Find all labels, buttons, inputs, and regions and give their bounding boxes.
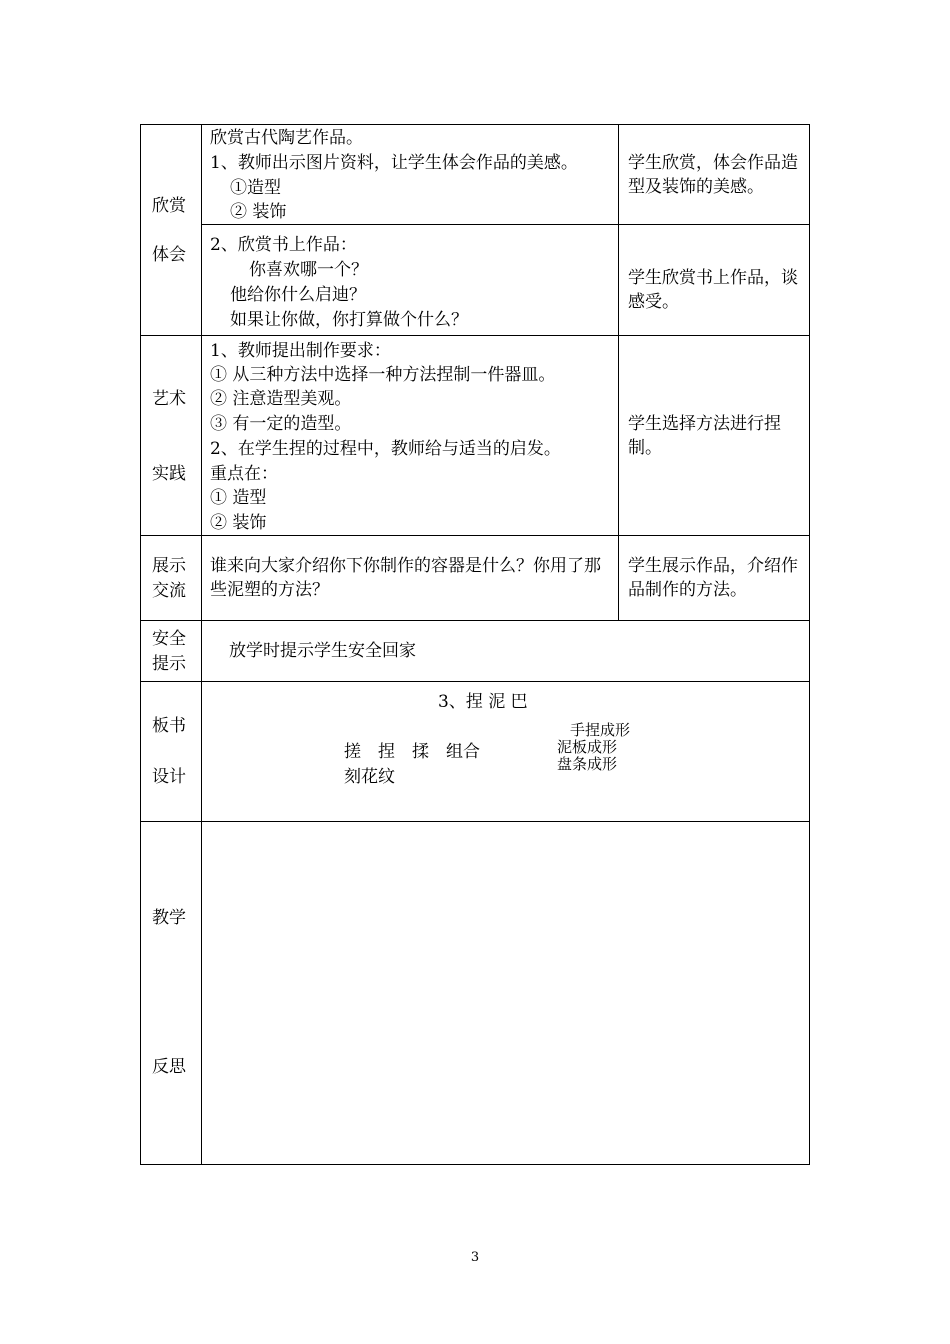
practice-line-1: 1、教师提出制作要求： bbox=[210, 341, 391, 361]
appreciate-line-3: ①造型 bbox=[230, 178, 281, 198]
appreciate-student-2: 学生欣赏书上作品，谈感受。 bbox=[628, 268, 798, 312]
lesson-plan-table bbox=[140, 124, 810, 1165]
practice-line-5: 2、在学生捏的过程中，教师给与适当的启发。 bbox=[210, 439, 561, 459]
table-border-left bbox=[140, 124, 141, 1165]
practice-line-4: ③ 有一定的造型。 bbox=[210, 414, 352, 434]
show-text: 谁来向大家介绍你下你制作的容器是什么？你用了那些泥塑的方法？ bbox=[210, 556, 601, 600]
board-pattern: 刻花纹 bbox=[344, 767, 395, 787]
section-label-practice-2: 实践 bbox=[152, 464, 186, 484]
board-form-2: 泥板成形 bbox=[557, 738, 618, 756]
board-methods: 搓 捏 揉 组合 bbox=[344, 742, 480, 762]
table-border-bottom bbox=[140, 1164, 810, 1165]
appreciate-line-4: ② 装饰 bbox=[230, 202, 287, 222]
section-label-safety-1: 安全 bbox=[152, 629, 186, 649]
show-student: 学生展示作品，介绍作品制作的方法。 bbox=[628, 556, 798, 600]
appreciate-line-2: 1、教师出示图片资料，让学生体会作品的美感。 bbox=[210, 153, 578, 173]
page-number: 3 bbox=[470, 1250, 480, 1265]
table-border-top bbox=[140, 124, 810, 125]
practice-student: 学生选择方法进行捏制。 bbox=[628, 414, 781, 458]
practice-line-2: ① 从三种方法中选择一种方法捏制一件器皿。 bbox=[210, 365, 556, 385]
appreciate-line-8: 如果让你做，你打算做个什么？ bbox=[230, 310, 468, 330]
practice-line-3: ② 注意造型美观。 bbox=[210, 389, 352, 409]
section-label-appreciate-1: 欣赏 bbox=[152, 196, 186, 216]
board-title: 3、捏 泥 巴 bbox=[438, 692, 528, 712]
appreciate-line-7: 他给你什么启迪？ bbox=[230, 285, 366, 305]
section-label-reflection-1: 教学 bbox=[152, 908, 186, 928]
column-divider bbox=[201, 124, 202, 1165]
row-divider-inner bbox=[201, 224, 810, 225]
row-divider bbox=[140, 535, 810, 536]
safety-text: 放学时提示学生安全回家 bbox=[229, 641, 416, 661]
section-label-board-2: 设计 bbox=[152, 767, 186, 787]
appreciate-line-6: 你喜欢哪一个？ bbox=[249, 260, 368, 280]
appreciate-line-5: 2、欣赏书上作品： bbox=[210, 235, 357, 255]
section-label-show-1: 展示 bbox=[152, 556, 186, 576]
section-label-board-1: 板书 bbox=[152, 716, 186, 736]
row-divider bbox=[140, 335, 810, 336]
section-label-safety-2: 提示 bbox=[152, 654, 186, 674]
practice-line-6: 重点在： bbox=[210, 464, 278, 484]
section-label-practice-1: 艺术 bbox=[152, 389, 186, 409]
row-divider bbox=[140, 681, 810, 682]
row-divider bbox=[140, 620, 810, 621]
board-form-1: 手捏成形 bbox=[570, 721, 631, 739]
practice-line-7: ① 造型 bbox=[210, 488, 267, 508]
section-label-appreciate-2: 体会 bbox=[152, 245, 186, 265]
section-label-reflection-2: 反思 bbox=[152, 1057, 186, 1077]
section-label-show-2: 交流 bbox=[152, 581, 186, 601]
practice-line-8: ② 装饰 bbox=[210, 513, 267, 533]
board-form-3: 盘条成形 bbox=[557, 755, 618, 773]
appreciate-student-1: 学生欣赏，体会作品造型及装饰的美感。 bbox=[628, 153, 798, 197]
appreciate-line-1: 欣赏古代陶艺作品。 bbox=[210, 128, 363, 148]
table-border-right bbox=[809, 124, 810, 1165]
row-divider bbox=[140, 821, 810, 822]
column-divider-student bbox=[618, 124, 619, 620]
